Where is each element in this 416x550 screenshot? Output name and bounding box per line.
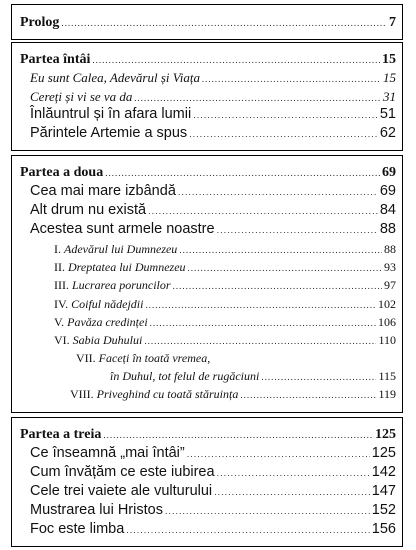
toc-subentry-continuation[interactable] (110, 369, 396, 384)
toc-subentry-first-line[interactable] (76, 351, 210, 366)
leader-dots (193, 110, 378, 120)
entry-page: 84 (379, 202, 396, 218)
leader-dots (179, 245, 382, 255)
toc-subentry[interactable] (54, 242, 396, 257)
toc-subentry[interactable] (54, 297, 396, 312)
subentry-number: VII. (76, 351, 96, 365)
part-page: 69 (382, 165, 396, 180)
entry-page: 142 (371, 464, 396, 480)
subentry-title: Priveghind cu toată stăruința (96, 387, 239, 401)
entry-title: Acestea sunt armele noastre (30, 221, 215, 237)
prolog-page: 7 (389, 15, 396, 30)
subentry-page: 119 (378, 387, 396, 401)
toc-entry[interactable] (30, 70, 396, 86)
entry-page: 15 (383, 70, 396, 85)
entry-page: 69 (379, 183, 396, 199)
leader-dots (240, 390, 376, 400)
leader-dots (103, 430, 373, 440)
subentry-title: Adevărul lui Dumnezeu (64, 242, 178, 256)
entry-page: 31 (383, 89, 396, 104)
toc-subentry[interactable] (54, 315, 396, 330)
leader-dots (187, 449, 370, 459)
subentry-number: II. (54, 260, 65, 274)
leader-dots (105, 168, 380, 178)
leader-dots (165, 506, 370, 516)
part-title: Partea a doua (20, 165, 104, 180)
subentry-page: 88 (384, 242, 396, 256)
subentry-number: VIII. (70, 387, 94, 401)
entry-page: 88 (379, 221, 396, 237)
subentry-title: Dreptatea lui Dumnezeu (68, 260, 186, 274)
subentry-page: 102 (378, 297, 396, 311)
entry-title: Ce înseamnă „mai întâi” (30, 445, 185, 461)
prolog-title: Prolog (20, 15, 60, 30)
subentry-title: Sabia Duhului (72, 333, 143, 347)
leader-dots (144, 336, 376, 346)
toc-subentry[interactable] (54, 260, 396, 275)
leader-dots (189, 129, 378, 139)
toc-entry[interactable] (30, 106, 396, 122)
subentry-page: 110 (378, 333, 396, 347)
entry-title: Cereți și vi se va da (30, 89, 133, 104)
toc-entry[interactable] (30, 183, 396, 199)
entry-title: Cele trei vaiete ale vulturului (30, 483, 213, 499)
subentry-title: în Duhul, tot felul de rugăciuni (110, 369, 260, 383)
leader-dots (61, 18, 387, 28)
leader-dots (92, 55, 380, 65)
subentry-page: 106 (378, 315, 396, 329)
entry-page: 147 (371, 483, 396, 499)
subentry-number: IV. (54, 297, 69, 311)
leader-dots (217, 468, 370, 478)
leader-dots (173, 281, 382, 291)
toc-part-2[interactable] (20, 165, 396, 181)
toc-part-1[interactable] (20, 52, 396, 68)
toc-entry[interactable] (30, 464, 396, 480)
subentry-number: III. (54, 278, 69, 292)
subentry-number: V. (54, 315, 65, 329)
entry-title: Mustrarea lui Hristos (30, 502, 163, 518)
part-3-box (11, 417, 403, 547)
leader-dots (148, 206, 378, 216)
subentry-title: Coiful nădejdii (71, 297, 144, 311)
entry-page: 51 (379, 106, 396, 122)
leader-dots (134, 93, 381, 103)
part-title: Partea întâi (20, 52, 91, 67)
leader-dots (178, 187, 378, 197)
leader-dots (217, 225, 378, 235)
entry-title: Foc este limba (30, 521, 125, 537)
entry-page: 62 (379, 125, 396, 141)
toc-part-3[interactable] (20, 427, 396, 443)
toc-entry[interactable] (30, 221, 396, 237)
toc-entry[interactable] (30, 125, 396, 141)
entry-page: 125 (371, 445, 396, 461)
subentry-title: Lucrarea poruncilor (72, 278, 171, 292)
leader-dots (188, 263, 382, 273)
entry-title: Înlăuntrul și în afara lumii (30, 106, 192, 122)
toc-subentry[interactable] (54, 278, 396, 293)
toc-subentry[interactable] (70, 387, 396, 402)
entry-page: 152 (371, 502, 396, 518)
part-page: 125 (375, 427, 396, 442)
part-1-box (11, 42, 403, 151)
subentry-number: I. (54, 242, 61, 256)
leader-dots (126, 525, 370, 535)
entry-title: Eu sunt Calea, Adevărul și Viața (30, 70, 200, 85)
subentry-title: Faceți în toată vremea, (98, 351, 211, 365)
toc-entry[interactable] (30, 202, 396, 218)
leader-dots (202, 74, 381, 84)
toc-prolog[interactable] (20, 15, 396, 31)
leader-dots (261, 372, 376, 382)
entry-title: Părintele Artemie a spus (30, 125, 188, 141)
entry-page: 156 (371, 521, 396, 537)
leader-dots (214, 487, 370, 497)
part-title: Partea a treia (20, 427, 102, 442)
entry-title: Alt drum nu există (30, 202, 147, 218)
toc-entry[interactable] (30, 445, 396, 461)
leader-dots (150, 318, 376, 328)
entry-title: Cum învățăm ce este iubirea (30, 464, 215, 480)
subentry-number: VI. (54, 333, 70, 347)
subentry-title: Pavăza credinței (67, 315, 148, 329)
toc-entry[interactable] (30, 89, 396, 105)
toc-entry[interactable] (30, 483, 396, 499)
part-2-box (11, 155, 403, 413)
toc-subentry[interactable] (54, 333, 396, 348)
part-page: 15 (382, 52, 396, 67)
leader-dots (145, 300, 376, 310)
toc-entry[interactable] (30, 502, 396, 518)
subentry-page: 97 (384, 278, 396, 292)
subentry-page: 93 (384, 260, 396, 274)
subentry-page: 115 (378, 369, 396, 383)
entry-title: Cea mai mare izbândă (30, 183, 176, 199)
prolog-box (11, 4, 403, 40)
toc-entry[interactable] (30, 521, 396, 537)
